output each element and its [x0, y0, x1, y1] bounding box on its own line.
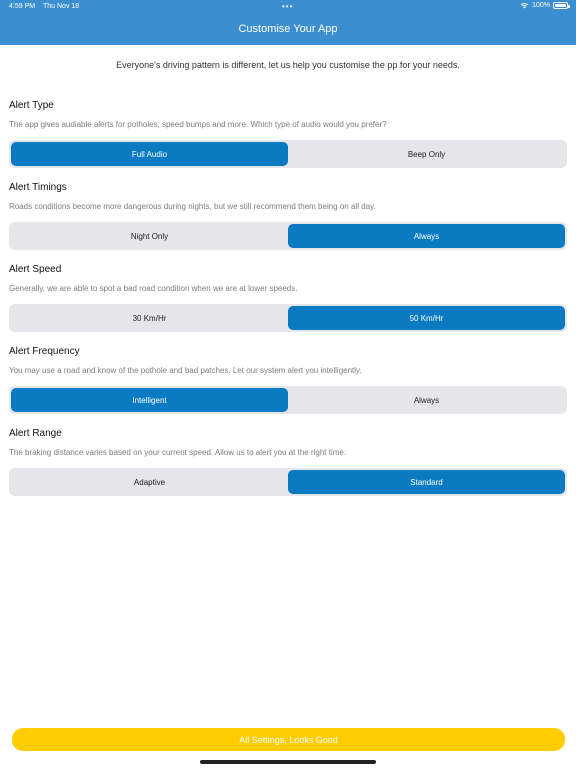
section-description: Roads conditions become more dangerous during nights, but we still recommend them being on all day. [9, 202, 376, 211]
section-title: Alert Timings [9, 182, 67, 193]
section-description: The braking distance varies based on your current speed. Allow us to alert you at the right time. [9, 448, 347, 457]
app-header [0, 0, 576, 45]
segment-adaptive[interactable]: Adaptive [133, 477, 166, 487]
status-bar [0, 0, 576, 14]
section-description: The app gives audiable alerts for potholes, speed bumps and more. Which type of audio would you prefer? [9, 120, 387, 129]
alert-frequency-segmented-control [9, 386, 567, 414]
segment-beep-only[interactable]: Beep Only [407, 149, 446, 159]
home-indicator [200, 760, 376, 764]
battery-icon [553, 2, 568, 9]
section-title: Alert Frequency [9, 346, 80, 357]
section-description: You may use a road and know of the pothole and bad patches. Let our system alert you intelligently. [9, 366, 362, 375]
section-title: Alert Speed [9, 264, 62, 275]
segment-always[interactable]: Always [413, 395, 440, 405]
segment-full-audio[interactable]: Full Audio [11, 142, 288, 166]
alert-range-segmented-control [9, 468, 567, 496]
wifi-icon [520, 2, 529, 9]
page-title: Customise Your App [238, 23, 338, 35]
battery-percentage: 100% [532, 2, 550, 9]
segment-30-kmhr[interactable]: 30 Km/Hr [132, 313, 167, 323]
section-alert-frequency [9, 346, 567, 414]
section-alert-timings [9, 182, 567, 250]
alert-type-segmented-control [9, 140, 567, 168]
alert-speed-segmented-control [9, 304, 567, 332]
intro-text: Everyone's driving pattern is different, let us help you customise the pp for your needs. [116, 60, 460, 70]
segment-always[interactable]: Always [288, 224, 565, 248]
status-indicators [520, 2, 568, 9]
status-time: 4:59 PM [9, 3, 36, 10]
section-title: Alert Type [9, 100, 54, 111]
segment-night-only[interactable]: Night Only [130, 231, 169, 241]
segment-50-kmhr[interactable]: 50 Km/Hr [288, 306, 565, 330]
all-settings-looks-good-button[interactable]: All Settings, Looks Good [12, 728, 565, 751]
alert-timings-segmented-control [9, 222, 567, 250]
section-description: Generally, we are able to spot a bad road condition when we are at lower speeds. [9, 284, 298, 293]
section-alert-range [9, 428, 567, 496]
status-date: Thu Nov 18 [43, 3, 80, 10]
section-alert-speed [9, 264, 567, 332]
section-title: Alert Range [9, 428, 62, 439]
segment-standard[interactable]: Standard [288, 470, 565, 494]
section-alert-type [9, 100, 567, 168]
multitasking-dots-icon[interactable]: ••• [282, 2, 294, 11]
segment-intelligent[interactable]: Intelligent [11, 388, 288, 412]
